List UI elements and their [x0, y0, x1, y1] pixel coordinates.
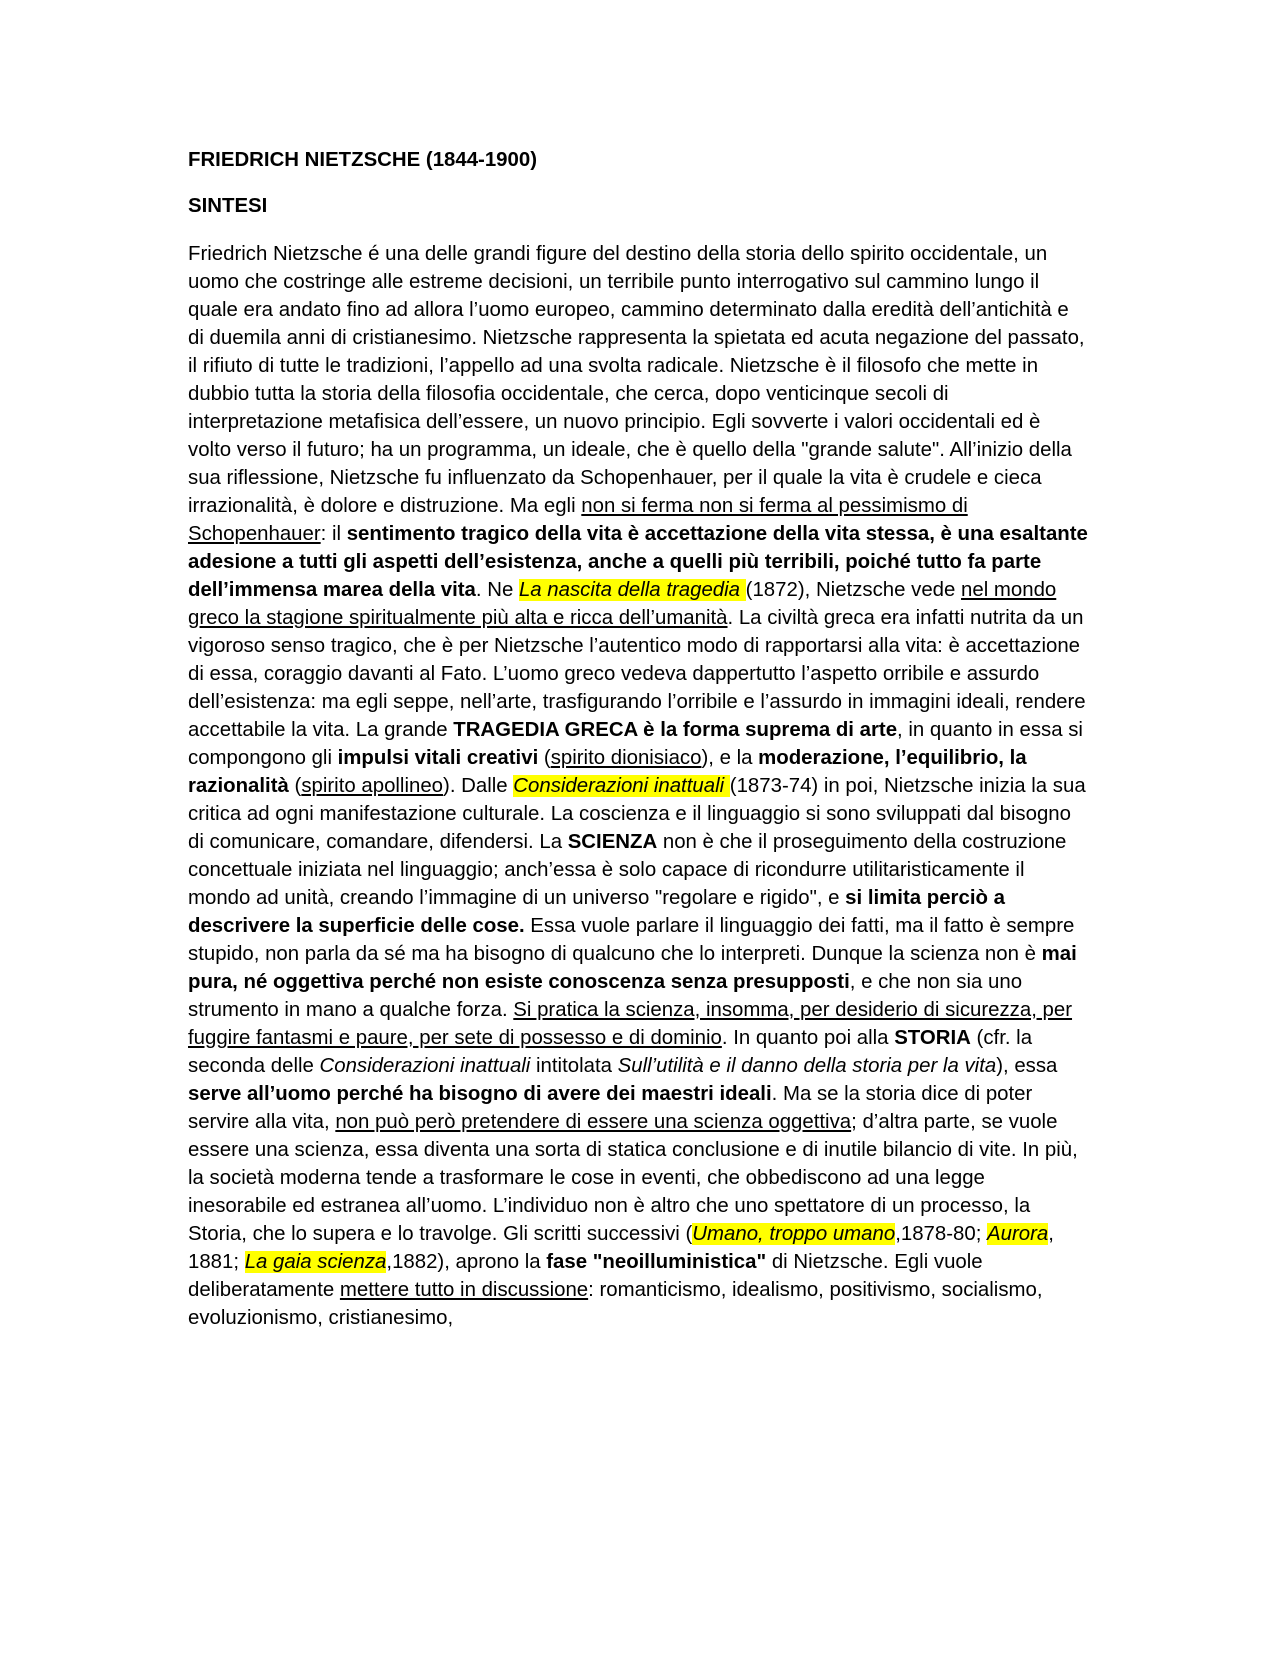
text-segment: si limita perciò a descrivere la superficie delle cose.	[188, 887, 1005, 937]
document-title: FRIEDRICH NIETZSCHE (1844-1900)	[188, 149, 537, 171]
text-segment: Sull’utilità e il danno della storia per la vita	[617, 1055, 997, 1077]
text-segment: impulsi vitali creativi	[337, 747, 539, 769]
text-segment: sentimento tragico della vita è accettazione della vita stessa, è una esaltante adesione a tutti gli aspetti dell’esistenza, anche a quelli più terribili, poiché tutto fa parte dell’immensa marea della vita	[188, 523, 1088, 601]
text-segment: La nascita della tragedia	[518, 579, 746, 601]
text-segment: spirito apollineo	[301, 775, 444, 797]
text-segment: Si pratica la scienza, insomma, per desiderio di sicurezza, per fuggire fantasmi e paure, per sete di possesso e di dominio	[188, 999, 1073, 1049]
text-segment: mettere tutto in discussione	[339, 1279, 589, 1301]
body-paragraph	[188, 240, 1088, 1332]
text-segment: TRAGEDIA GRECA è la forma suprema di arte	[453, 719, 898, 741]
text-segment: ,1878-80;	[895, 1223, 988, 1245]
text-segment: SCIENZA	[567, 831, 658, 853]
text-segment: (	[288, 775, 302, 797]
text-segment: Considerazioni inattuali	[513, 775, 730, 797]
text-segment: (1872), Nietzsche vede	[745, 579, 962, 601]
text-segment: non può però pretendere di essere una scienza oggettiva	[335, 1111, 852, 1133]
text-segment: La gaia scienza	[244, 1251, 387, 1273]
text-segment: . In quanto poi alla	[721, 1027, 895, 1049]
document-page	[188, 146, 1088, 1332]
text-segment: nel mondo greco la stagione spiritualmente più alta e ricca dell’umanità	[188, 579, 1057, 629]
text-segment: ; d’altra parte, se vuole essere una scienza, essa diventa una sorta di statica conclusione e di inutile bilancio di vite. In più, la società moderna tende a trasformare le cose in eventi, che obbediscono ad una legge inesorabile ed estranea all’uomo. L’individuo non è altro che uno spettatore di un processo, la Storia, che lo supera e lo travolge. Gli scritti successivi (	[188, 1111, 1078, 1245]
text-segment: (	[538, 747, 551, 769]
text-segment: STORIA	[894, 1027, 971, 1049]
text-segment: spirito dionisiaco	[550, 747, 702, 769]
text-segment: : il	[320, 523, 347, 545]
text-segment: Essa vuole parlare il linguaggio dei fatti, ma il fatto è sempre stupido, non parla da sé ma ha bisogno di qualcuno che lo interpreti. Dunque la scienza non è	[188, 915, 1075, 965]
text-segment: mai pura, né oggettiva perché non esiste conoscenza senza presupposti	[188, 943, 1077, 993]
text-segment: non è che il proseguimento della costruzione concettuale iniziata nel linguaggio; anch’essa è solo capace di ricondurre utilitaristicamente il mondo ad unità, creando l’immagine di un universo "regolare e rigido", e	[188, 831, 1067, 909]
text-segment: , e che non sia uno strumento in mano a qualche forza.	[188, 971, 1023, 1021]
text-segment: : romanticismo, idealismo, positivismo, socialismo, evoluzionismo, cristianesimo,	[188, 1279, 1043, 1329]
text-segment: serve all’uomo perché ha bisogno di avere dei maestri ideali	[188, 1083, 772, 1105]
text-segment: fase "neoilluministica"	[546, 1251, 767, 1273]
text-segment: moderazione, l’equilibrio, la razionalità	[188, 747, 1027, 797]
text-segment: (cfr. la seconda delle	[188, 1027, 1033, 1077]
text-segment: . Ma se la storia dice di poter servire alla vita,	[188, 1083, 1033, 1133]
section-heading: SINTESI	[188, 195, 268, 217]
text-segment: . Ne	[475, 579, 519, 601]
text-segment: ), e la	[701, 747, 759, 769]
text-segment: ). Dalle	[443, 775, 514, 797]
text-segment: , in quanto in essa si compongono gli	[188, 719, 1083, 769]
text-segment: non si ferma non si ferma al pessimismo di Schopenhauer	[188, 495, 968, 545]
text-segment: ), essa	[996, 1055, 1058, 1077]
text-segment: Friedrich Nietzsche é una delle grandi figure del destino della storia dello spirito occidentale, un uomo che costringe alle estreme decisioni, un terribile punto interrogativo sul cammino lungo il quale era andato fino ad allora l’uomo europeo, cammino determinato dalla eredità dell’antichità e di duemila anni di cristianesimo. Nietzsche rappresenta la spietata ed acuta negazione del passato, il rifiuto di tutte le tradizioni, l’appello ad una svolta radicale. Nietzsche è il filosofo che mette in dubbio tutta la storia della filosofia occidentale, che cerca, dopo venticinque secoli di interpretazione metafisica dell’essere, un nuovo principio. Egli sovverte i valori occidentali ed è volto verso il futuro; ha un programma, un ideale, che è quello della "grande salute". All’inizio della sua riflessione, Nietzsche fu influenzato da Schopenhauer, per il quale la vita è crudele e cieca irrazionalità, è dolore e distruzione. Ma egli	[188, 243, 1085, 517]
text-segment: Umano, troppo umano	[692, 1223, 896, 1245]
text-segment: Considerazioni inattuali	[319, 1055, 531, 1077]
text-segment: di Nietzsche. Egli vuole deliberatamente	[188, 1251, 983, 1301]
text-segment: (1873-74) in poi, Nietzsche inizia la sua critica ad ogni manifestazione culturale. La coscienza e il linguaggio si sono sviluppati dal bisogno di comunicare, comandare, difendersi. La	[188, 775, 1086, 853]
text-segment: . La civiltà greca era infatti nutrita da un vigoroso senso tragico, che è per Nietzsche l’autentico modo di rapportarsi alla vita: è accettazione di essa, coraggio davanti al Fato. L’uomo greco vedeva dappertutto l’aspetto orribile e assurdo dell’esistenza: ma egli seppe, nell’arte, trasfigurando l’orribile e l’assurdo in immagini ideali, rendere accettabile la vita. La grande	[188, 607, 1086, 741]
text-segment: Aurora	[987, 1223, 1049, 1245]
text-segment: intitolata	[530, 1055, 618, 1077]
text-segment: ,1882), aprono la	[386, 1251, 547, 1273]
text-segment: , 1881;	[188, 1223, 1054, 1273]
